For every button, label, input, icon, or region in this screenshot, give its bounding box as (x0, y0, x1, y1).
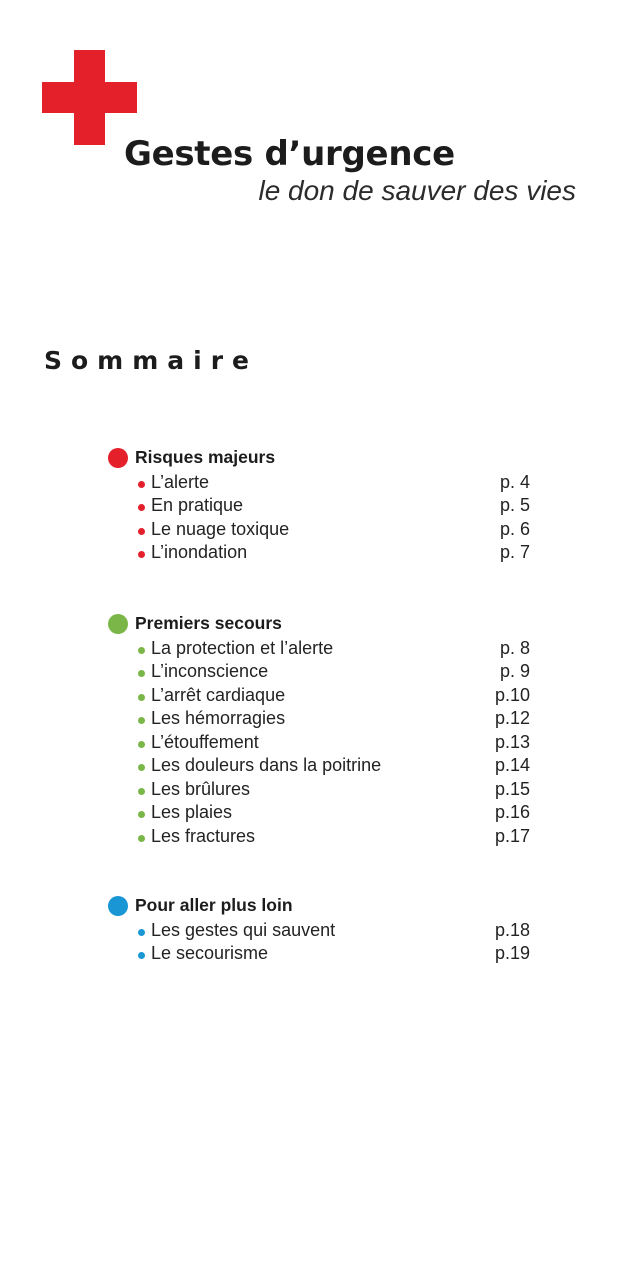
toc-item-label: La protection et l’alerte (151, 637, 334, 658)
toc-item-label: L’inondation (151, 542, 248, 562)
toc-item (0, 471, 638, 495)
item-bullet-icon (138, 741, 145, 748)
page-subtitle: le don de sauver des vies (258, 175, 576, 206)
toc-item-page: p. 6 (499, 518, 530, 539)
toc-item-page: p.18 (494, 919, 530, 940)
item-bullet-icon (138, 504, 145, 511)
toc-item (0, 801, 638, 825)
toc-item-label: L’étouffement (151, 731, 259, 752)
section-item-list (0, 919, 638, 966)
toc-item-page: p.10 (494, 684, 530, 705)
item-bullet-icon (138, 551, 145, 558)
toc-item-label: Les brûlures (151, 778, 251, 799)
toc-item (0, 754, 638, 778)
toc-item-label: L’inconscience (151, 661, 269, 681)
toc-item-label: Les fractures (151, 825, 256, 846)
toc-item-page: p. 8 (499, 637, 530, 658)
toc-item (0, 731, 638, 755)
toc-item (0, 684, 638, 708)
toc-item-label: En pratique (151, 495, 244, 515)
toc-item (0, 541, 638, 565)
section-item-list (0, 471, 638, 565)
toc-item (0, 660, 638, 684)
toc-item-page: p.14 (494, 755, 530, 775)
summary-heading: Sommaire (44, 346, 259, 375)
toc-item-page: p.16 (494, 802, 530, 822)
section-title: Risques majeurs (135, 447, 276, 467)
item-bullet-icon (138, 694, 145, 701)
toc-item (0, 778, 638, 802)
toc-item (0, 518, 638, 542)
toc-item-page: p.19 (494, 943, 530, 963)
section-bullet-icon (108, 614, 128, 634)
toc-item (0, 494, 638, 518)
toc-item-page: p.13 (494, 731, 530, 752)
toc-item-page: p.12 (494, 708, 530, 728)
toc-item-label: Les hémorragies (151, 708, 286, 728)
cross-horizontal-bar (42, 82, 137, 113)
toc-item-page: p. 9 (499, 661, 530, 681)
item-bullet-icon (138, 952, 145, 959)
item-bullet-icon (138, 481, 145, 488)
item-bullet-icon (138, 811, 145, 818)
toc-item (0, 637, 638, 661)
item-bullet-icon (138, 788, 145, 795)
item-bullet-icon (138, 835, 145, 842)
toc-item-label: Le secourisme (151, 943, 269, 963)
toc-item (0, 942, 638, 966)
toc-item-label: L’alerte (151, 471, 210, 492)
red-cross-icon (42, 50, 137, 145)
toc-item-page: p. 4 (499, 471, 530, 492)
item-bullet-icon (138, 929, 145, 936)
item-bullet-icon (138, 647, 145, 654)
toc-item-page: p. 7 (499, 542, 530, 562)
toc-item-label: Les gestes qui sauvent (151, 919, 336, 940)
toc-item-label: L’arrêt cardiaque (151, 684, 286, 705)
page-title: Gestes d’urgence (124, 134, 455, 174)
section-title: Pour aller plus loin (135, 895, 293, 915)
toc-item (0, 919, 638, 943)
item-bullet-icon (138, 717, 145, 724)
section-item-list (0, 637, 638, 849)
section-bullet-icon (108, 448, 128, 468)
item-bullet-icon (138, 764, 145, 771)
item-bullet-icon (138, 670, 145, 677)
toc-item (0, 825, 638, 849)
toc-item-page: p.15 (494, 778, 530, 799)
toc-item-label: Les douleurs dans la poitrine (151, 755, 382, 775)
section-bullet-icon (108, 896, 128, 916)
toc-item (0, 707, 638, 731)
section-title: Premiers secours (135, 613, 282, 633)
toc-item-page: p.17 (494, 825, 530, 846)
toc-item-page: p. 5 (499, 495, 530, 515)
toc-item-label: Le nuage toxique (151, 518, 290, 539)
toc-item-label: Les plaies (151, 802, 233, 822)
item-bullet-icon (138, 528, 145, 535)
